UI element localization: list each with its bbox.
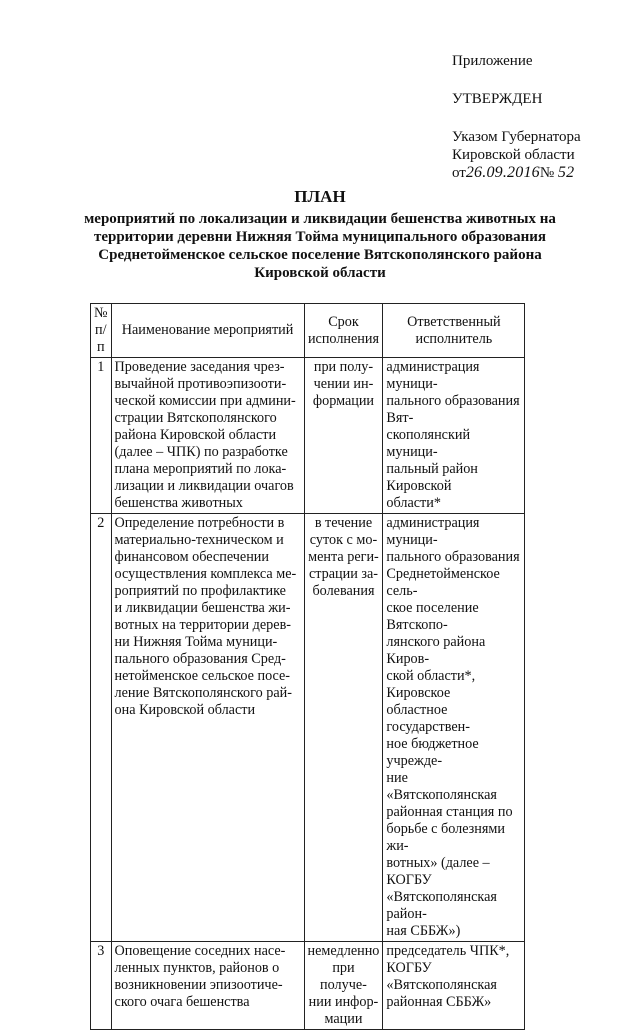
row-number: 1 bbox=[91, 358, 112, 514]
date-prefix: от bbox=[452, 165, 466, 181]
document-title bbox=[80, 188, 560, 282]
approved-label: УТВЕРЖДЕН bbox=[452, 91, 543, 107]
measure-responsible: администрация муници- пального образования Вят- скополянский муници- пальный район Кировской области* bbox=[383, 358, 525, 514]
measure-responsible: администрация муници- пального образования Среднетойменское сель- ское поселение Вятскопо- лянского района Киров- ской области*, Кировское областное государствен- ное бюджетное учрежде- ние «Вятскополянская районная станция по борьбе с болезнями жи- вотных» (далее – КОГБУ «Вятскополянская район- ная СББЖ») bbox=[383, 514, 525, 942]
table-row bbox=[91, 358, 525, 514]
measure-term: в течение суток с мо- мента реги- страции за- болевания bbox=[304, 514, 383, 942]
measure-name: Проведение заседания чрез- вычайной противоэпизооти- ческой комиссии при админи- страции Вятскополянского района Кировской области (далее – ЧПК) по разработке плана мероприятий по лока- лизации и ликвидации очагов бешенства животных bbox=[111, 358, 304, 514]
header-term: Срок исполнения bbox=[304, 304, 383, 358]
handwritten-number: 52 bbox=[557, 164, 575, 181]
measure-name: Определение потребности в материально-техническом и финансовом обеспечении осуществления комплекса ме- роприятий по профилактике и ликвидации бешенства жи- вотных на территории дерев- ни Нижняя Тойма муници- пального образования Сред- нетойменское сельское посе- ление Вятскополянского рай- она Кировской области bbox=[111, 514, 304, 942]
decree-line-1: Указом Губернатора bbox=[452, 129, 581, 145]
header-name: Наименование мероприятий bbox=[111, 304, 304, 358]
header-responsible: Ответственный исполнитель bbox=[383, 304, 525, 358]
row-number: 2 bbox=[91, 514, 112, 942]
number-sign: № bbox=[539, 165, 555, 181]
appendix-label: Приложение bbox=[452, 53, 533, 69]
title-line-1: мероприятий по локализации и ликвидации бешенства животных на bbox=[84, 211, 556, 227]
measures-table bbox=[90, 303, 525, 1030]
measure-term: при полу- чении ин- формации bbox=[304, 358, 383, 514]
measure-term: немедленно при получе- нии инфор- мации bbox=[304, 942, 383, 1030]
measure-responsible: председатель ЧПК*, КОГБУ «Вятскополянская районная СББЖ» bbox=[383, 942, 525, 1030]
plan-heading: ПЛАН bbox=[294, 187, 346, 206]
table-header-row bbox=[91, 304, 525, 358]
title-line-4: Кировской области bbox=[254, 265, 386, 281]
header-num: № п/п bbox=[91, 304, 112, 358]
decree-line-2: Кировской области bbox=[452, 147, 575, 163]
title-line-3: Среднетойменское сельское поселение Вятскополянского района bbox=[98, 247, 542, 263]
handwritten-date: 26.09.2016 bbox=[465, 164, 540, 181]
title-line-2: территории деревни Нижняя Тойма муниципального образования bbox=[93, 229, 547, 245]
measure-name: Оповещение соседних насе- ленных пунктов, районов о возникновении эпизоотиче- ского очага бешенства bbox=[111, 942, 304, 1030]
approval-block bbox=[452, 52, 581, 182]
table-row bbox=[91, 942, 525, 1030]
row-number: 3 bbox=[91, 942, 112, 1030]
decree-date-line bbox=[452, 164, 581, 182]
table-row bbox=[91, 514, 525, 942]
